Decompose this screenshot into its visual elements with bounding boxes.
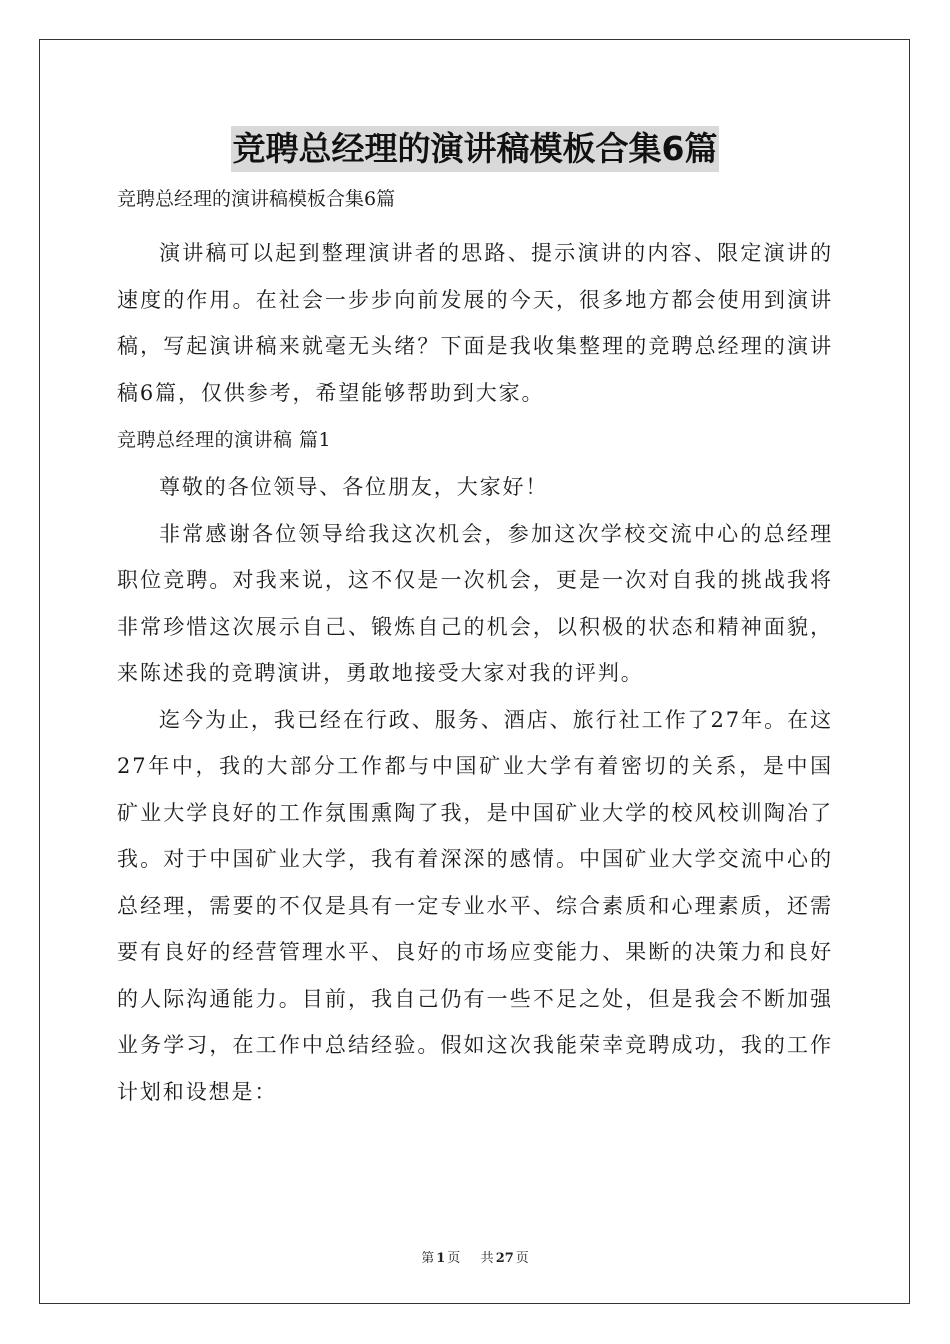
document-subtitle: 竞聘总经理的演讲稿模板合集6篇 [117, 188, 396, 210]
page-total [479, 1251, 531, 1266]
document-title: 竞聘总经理的演讲稿模板合集6篇 [231, 126, 720, 172]
document-body [117, 230, 833, 1115]
page-footer [0, 1247, 950, 1266]
intro-paragraph: 演讲稿可以起到整理演讲者的思路、提示演讲的内容、限定演讲的速度的作用。在社会一步步向前发展的今天，很多地方都会使用到演讲稿，写起演讲稿来就毫无头绪？下面是我收集整理的竞聘总经理的演讲稿6篇，仅供参考，希望能够帮助到大家。 [117, 241, 833, 405]
total-unit: 页 [515, 1251, 529, 1266]
section-heading: 竞聘总经理的演讲稿 篇1 [117, 429, 332, 451]
total-prefix: 共 [480, 1251, 494, 1266]
body-paragraph: 迄今为止，我已经在行政、服务、酒店、旅行社工作了27年。在这27年中，我的大部分工作都与中国矿业大学有着密切的关系，是中国矿业大学良好的工作氛围熏陶了我，是中国矿业大学的校风校训陶冶了我。对于中国矿业大学，我有着深深的感情。中国矿业大学交流中心的总经理，需要的不仅是具有一定专业水平、综合素质和心理素质，还需要有良好的经营管理水平、良好的市场应变能力、果断的决策力和良好的人际沟通能力。目前，我自己仍有一些不足之处，但是我会不断加强业务学习，在工作中总结经验。假如这次我能荣幸竞聘成功，我的工作计划和设想是： [117, 707, 833, 1104]
current-page: 1 [436, 1251, 446, 1266]
title-container [0, 126, 950, 172]
page-number [419, 1251, 462, 1266]
total-pages: 27 [495, 1251, 514, 1266]
page-prefix: 第 [421, 1251, 435, 1266]
page-unit: 页 [447, 1251, 461, 1266]
greeting-paragraph: 尊敬的各位领导、各位朋友，大家好！ [159, 475, 549, 499]
body-paragraph: 非常感谢各位领导给我这次机会，参加这次学校交流中心的总经理职位竞聘。对我来说，这不仅是一次机会，更是一次对自我的挑战我将非常珍惜这次展示自己、锻炼自己的机会，以积极的状态和精神面貌，来陈述我的竞聘演讲，勇敢地接受大家对我的评判。 [117, 521, 833, 685]
